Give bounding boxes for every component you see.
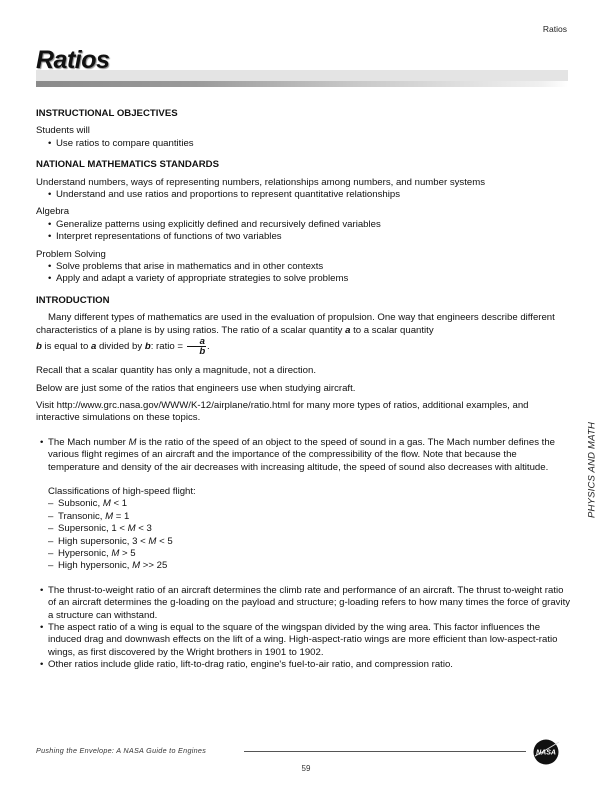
variable-b: b [144, 341, 151, 353]
variable-a: a [90, 341, 97, 353]
objectives-intro: Students will [36, 125, 90, 137]
standards-group-label: Problem Solving [36, 248, 106, 260]
nasa-meatball-icon [532, 738, 560, 766]
list-item: – High supersonic, 3 < M < 5 [48, 536, 571, 548]
text-run: is the ratio of the speed of an object to the speed of sound in a gas. The Mach number defines the various flight regimes of an aircraft and the importance of the compressibility of the flow. Note that because the temperature and density of the air decreases with increasing altitude, the speed of sound also decreases with altitude. [48, 436, 556, 473]
standards-list [36, 189, 571, 201]
introduction-heading: INTRODUCTION [36, 294, 110, 306]
list-item: • Solve problems that arise in mathematics and in other contexts [48, 261, 571, 273]
text-run: Many different types of mathematics are used in the evaluation of propulsion. One way that engineers describe different characteristics of a plane is by using ratios. The ratio of a scalar quantity [36, 312, 555, 336]
footer-guide-title: Pushing the Envelope: A NASA Guide to Engines [36, 746, 207, 755]
list-item: – Subsonic, M < 1 [48, 498, 571, 510]
objectives-list [36, 138, 571, 150]
list-item-other-ratios: • Other ratios include glide ratio, lift-to-drag ratio, engine's fuel-to-air ratio, and compression ratio. [40, 659, 571, 671]
list-item: – Transonic, M = 1 [48, 511, 571, 523]
main-content [36, 108, 571, 672]
footer-rule [244, 751, 526, 752]
objectives-heading: INSTRUCTIONAL OBJECTIVES [36, 108, 178, 119]
list-item: • Generalize patterns using explicitly defined and recursively defined variables [48, 219, 571, 231]
text-run: divided by [96, 341, 145, 353]
fraction-denominator: b [199, 346, 206, 358]
text-run: : ratio = [150, 341, 186, 353]
text-run: The Mach number [48, 436, 129, 448]
standards-list [36, 219, 571, 244]
standards-heading: NATIONAL MATHEMATICS STANDARDS [36, 159, 219, 171]
list-item: • Understand and use ratios and proportions to represent quantitative relationships [48, 189, 571, 201]
variable-a: a [345, 324, 351, 336]
standards-group-label: Understand numbers, ways of representing numbers, relationships among numbers, and number systems [36, 176, 485, 188]
running-head: Ratios [542, 24, 567, 34]
text-run: is equal to [41, 341, 91, 353]
page-number: 59 [301, 764, 311, 773]
text-run: to a scalar quantity [350, 324, 434, 336]
list-item-mach [40, 437, 571, 585]
ratios-list [36, 437, 571, 672]
list-item: • Interpret representations of functions of two variables [48, 231, 571, 243]
list-item: – High hypersonic, M >> 25 [48, 560, 571, 572]
introduction-paragraph: Recall that a scalar quantity has only a magnitude, not a direction. [36, 365, 316, 377]
introduction-link-paragraph: Visit http://www.grc.nasa.gov/WWW/K-12/airplane/ratio.html for many more types of ratios, additional examples, and interactive simulations on these topics. [36, 399, 529, 424]
list-item: • Use ratios to compare quantities [48, 138, 571, 150]
introduction-paragraph [36, 312, 571, 356]
classifications-heading: Classifications of high-speed flight: [48, 485, 196, 497]
variable-b: b [36, 341, 42, 353]
fraction-numerator: a [187, 337, 206, 347]
list-item-thrust-to-weight: • The thrust-to-weight ratio of an aircraft determines the climb rate and performance of an aircraft. The thrust to-weight ratio of an aircraft determines the g-loading on the payload and structure; g-loading refers to how many times the force of gravity a structure can withstand. [40, 585, 571, 622]
section-side-tab: PHYSICS AND MATH [586, 421, 598, 519]
text-run: . [206, 341, 210, 353]
list-item-aspect-ratio: • The aspect ratio of a wing is equal to the square of the wingspan divided by the wing area. This factor influences the induced drag and downwash effects on the lift of a wing. High-aspect-ratio wings are more efficient than low-aspect-ratio wings, as first discovered by the Wright brothers in 1901 to 1902. [40, 622, 571, 659]
title-band-gradient [36, 81, 568, 87]
standards-list [36, 261, 571, 286]
page-title: Ratios [36, 46, 110, 74]
list-item: – Hypersonic, M > 5 [48, 548, 571, 560]
title-band-light [36, 70, 568, 81]
standards-group-label: Algebra [36, 206, 70, 218]
ratio-fraction [187, 337, 206, 356]
nasa-logo-text: NASA [536, 749, 556, 757]
classifications-list [48, 498, 571, 572]
list-item: • Apply and adapt a variety of appropriate strategies to solve problems [48, 273, 571, 285]
variable-m: M [128, 436, 137, 448]
list-item: – Supersonic, 1 < M < 3 [48, 523, 571, 535]
introduction-paragraph: Below are just some of the ratios that engineers use when studying aircraft. [36, 382, 356, 394]
